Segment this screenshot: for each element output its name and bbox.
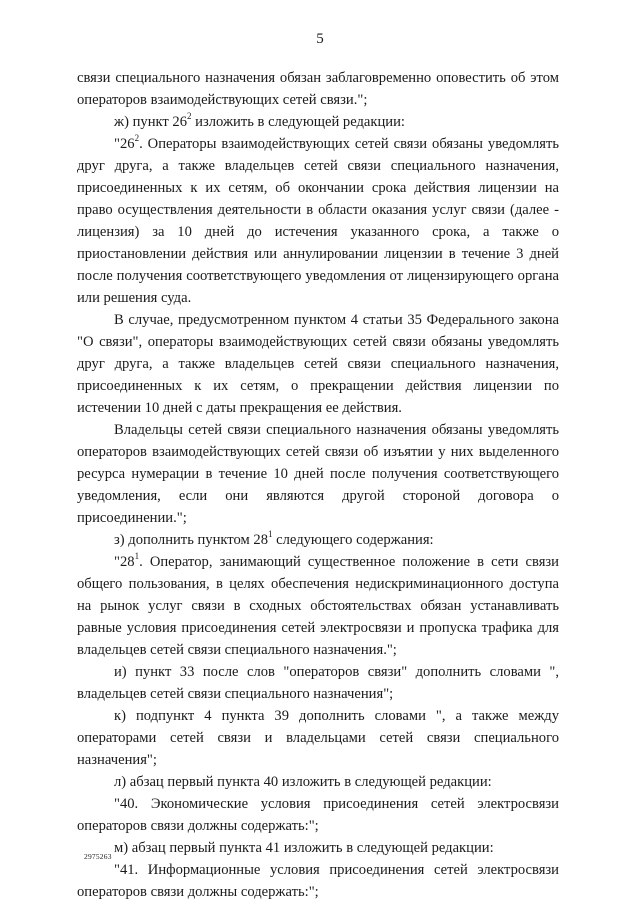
paragraph-clause-28-1: "$28^1$. Оператор, занимающий существенное положение в сети связи общего пользования, в целях обеспечения недискриминационного доступа на рынок услуг связи в сходных обстоятельствах обязан устанавливать равные условия присоединения сетей электросвязи и пропуска трафика для владельцев сетей связи специального назначения.";	[77, 551, 559, 658]
paragraph-item-i: и) пункт 33 после слов "операторов связи" дополнить словами ", владельцев сетей связи специального назначения";	[77, 664, 559, 702]
document-code: 2975263	[84, 852, 112, 861]
page-number: 5	[316, 31, 324, 47]
paragraph-clause-26-2: "$26^2$. Операторы взаимодействующих сетей связи обязаны уведомлять друг друга, а также владельцев сетей связи специального назначения, присоединенных к их сетям, об окончании срока действия лицензии на право осуществления деятельности в области оказания услуг связи (далее - лицензия) за 10 дней до истечения указанного срока, а также о приостановлении действия или аннулировании лицензии в течение 3 дней после получения соответствующего уведомления от лицензирующего органа или решения суда.	[77, 133, 559, 306]
paragraph-item-k: к) подпункт 4 пункта 39 дополнить словами ", а также между операторами сетей связи и владельцами сетей связи специального назначения";	[77, 708, 559, 768]
paragraph-item-z: з) дополнить пунктом $28^1$ следующего содержания:	[114, 529, 434, 548]
paragraph-item-zh: ж) пункт $26^2$ изложить в следующей редакции:	[114, 111, 405, 130]
paragraph-continuation: связи специального назначения обязан заблаговременно оповестить об этом операторов взаимодействующих сетей связи.";	[77, 70, 559, 108]
paragraph-clause-26-2-part3: Владельцы сетей связи специального назначения обязаны уведомлять операторов взаимодействующих сетей связи об изъятии у них выделенного ресурса нумерации в течение 10 дней после получения соответствующего уведомления, если они являются другой стороной договора о присоединении.";	[77, 422, 559, 526]
paragraph-clause-40: "40. Экономические условия присоединения сетей электросвязи операторов связи должны содержать:";	[77, 796, 559, 834]
document-body	[77, 67, 559, 903]
paragraph-clause-26-2-part2: В случае, предусмотренном пунктом 4 статьи 35 Федерального закона "О связи", операторы взаимодействующих сетей связи обязаны уведомлять друг друга, а также владельцев сетей связи специального назначения, присоединенных к их сетям, о прекращении действия лицензии по истечении 10 дней с даты прекращения ее действия.	[77, 312, 559, 416]
paragraph-item-l: л) абзац первый пункта 40 изложить в следующей редакции:	[114, 774, 492, 790]
paragraph-item-m: м) абзац первый пункта 41 изложить в следующей редакции:	[114, 840, 494, 856]
paragraph-clause-41: "41. Информационные условия присоединения сетей электросвязи операторов связи должны содержать:";	[77, 862, 559, 900]
